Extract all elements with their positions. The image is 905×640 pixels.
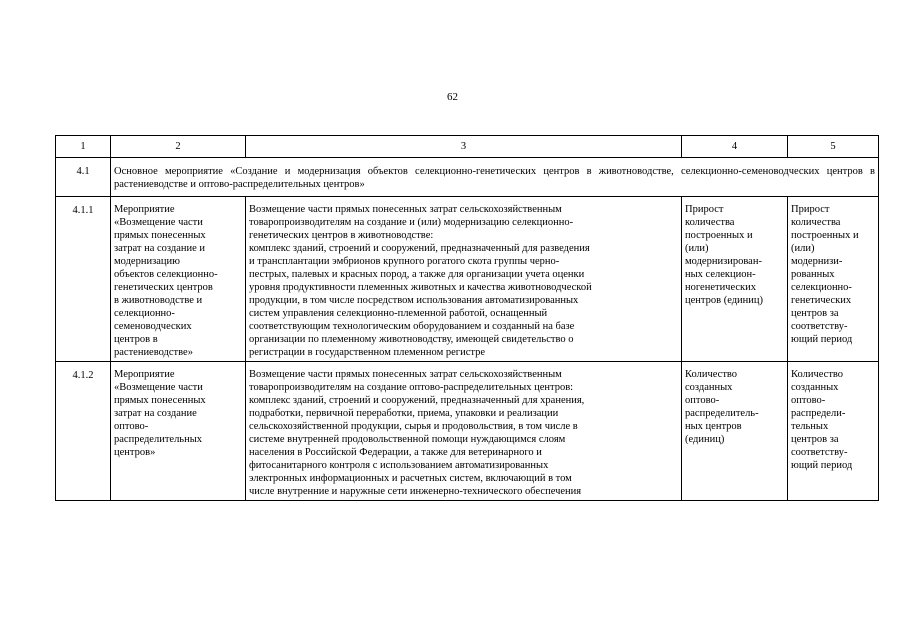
text-line: электронных информационных и расчетных систем, включающий в том bbox=[249, 473, 572, 484]
header-cell-5: 5 bbox=[788, 136, 879, 158]
row-number: 4.1.1 bbox=[56, 197, 111, 362]
header-cell-2: 2 bbox=[111, 136, 246, 158]
row-number: 4.1 bbox=[56, 158, 111, 197]
text-line: числе внутренние и наружные сети инженерно-технического обеспечения bbox=[249, 486, 582, 497]
header-cell-4: 4 bbox=[682, 136, 788, 158]
text-line: «Возмещение части bbox=[114, 217, 203, 228]
text-line: тельных bbox=[791, 421, 829, 432]
text-line: «Возмещение части bbox=[114, 382, 203, 393]
description-cell bbox=[246, 362, 682, 501]
text-line: центров за bbox=[791, 308, 839, 319]
text-line: распредели- bbox=[791, 408, 846, 419]
text-line: ющий период bbox=[791, 460, 853, 471]
text-line: созданных bbox=[791, 382, 839, 393]
text-line: населения в Российской Федерации, а также для ветеринарного и bbox=[249, 447, 542, 458]
text-line: генетических центров bbox=[114, 282, 213, 293]
result-cell bbox=[788, 197, 879, 362]
table-row-4-1-1 bbox=[56, 197, 879, 362]
text-line: объектов селекционно- bbox=[114, 269, 218, 280]
text-line: семеноводческих bbox=[114, 321, 192, 332]
header-cell-1: 1 bbox=[56, 136, 111, 158]
text-line: генетических центров в животноводстве: bbox=[249, 230, 434, 241]
text-line: центров» bbox=[114, 447, 156, 458]
text-line: уровня продуктивности племенных животных и качества животноводческой bbox=[249, 282, 592, 293]
text-line: (или) bbox=[791, 243, 815, 254]
text-line: сельскохозяйственной продукции, сырья и продовольствия, в том числе в bbox=[249, 421, 578, 432]
text-line: соответству- bbox=[791, 447, 848, 458]
text-line: соответствующим технологическим оборудованием и созданный на базе bbox=[249, 321, 575, 332]
text-line: центров за bbox=[791, 434, 839, 445]
text-line: и трансплантации эмбрионов крупного рогатого скота группы черно- bbox=[249, 256, 560, 267]
text-line: количества bbox=[685, 217, 735, 228]
header-cell-3: 3 bbox=[246, 136, 682, 158]
text-line: Количество bbox=[791, 369, 844, 380]
text-line: распределитель- bbox=[685, 408, 759, 419]
row-number: 4.1.2 bbox=[56, 362, 111, 501]
text-line: модернизирован- bbox=[685, 256, 762, 267]
text-line: построенных и bbox=[685, 230, 753, 241]
text-line: комплекс зданий, строений и сооружений, предназначенный для хранения, bbox=[249, 395, 585, 406]
text-line: Мероприятие bbox=[114, 369, 175, 380]
indicator-cell bbox=[682, 362, 788, 501]
text-line: центров (единиц) bbox=[685, 295, 764, 306]
text-line: оптово- bbox=[114, 421, 149, 432]
text-line: регистрации в государственном племенном регистре bbox=[249, 347, 485, 358]
text-line: прямых понесенных bbox=[114, 395, 206, 406]
text-line: затрат на создание и bbox=[114, 243, 206, 254]
text-line: Возмещение части прямых понесенных затрат сельскохозяйственным bbox=[249, 204, 562, 215]
text-line: созданных bbox=[685, 382, 733, 393]
measure-name-cell bbox=[111, 197, 246, 362]
text-line: подработки, первичной переработки, приема, упаковки и реализации bbox=[249, 408, 559, 419]
measures-table bbox=[55, 135, 879, 501]
text-line: ных селекцион- bbox=[685, 269, 756, 280]
main-measure-title: Основное мероприятие «Создание и модернизация объектов селекционно-генетических центров в животноводстве, селекционно-семеноводческих центров в растениеводстве и оптово-распределительных центров» bbox=[111, 158, 879, 197]
text-line: затрат на создание bbox=[114, 408, 197, 419]
text-line: оптово- bbox=[685, 395, 720, 406]
text-line: системе внутренней продовольственной помощи нуждающимся слоям bbox=[249, 434, 566, 445]
indicator-cell bbox=[682, 197, 788, 362]
text-line: ющий период bbox=[791, 334, 853, 345]
text-line: построенных и bbox=[791, 230, 859, 241]
text-line: модернизацию bbox=[114, 256, 180, 267]
text-line: продукции, в том числе посредством использования автоматизированных bbox=[249, 295, 579, 306]
text-line: селекционно- bbox=[114, 308, 175, 319]
text-line: (единиц) bbox=[685, 434, 725, 445]
text-line: распределительных bbox=[114, 434, 203, 445]
header-row bbox=[56, 136, 879, 158]
text-line: систем управления селекционно-племенной работой, оснащенный bbox=[249, 308, 548, 319]
text-line: количества bbox=[791, 217, 841, 228]
text-line: оптово- bbox=[791, 395, 826, 406]
text-line: Прирост bbox=[791, 204, 830, 215]
text-line: Возмещение части прямых понесенных затрат сельскохозяйственным bbox=[249, 369, 562, 380]
text-line: пестрых, палевых и красных пород, а также для организации учета оценки bbox=[249, 269, 585, 280]
text-line: комплекс зданий, строений и сооружений, предназначенный для разведения bbox=[249, 243, 590, 254]
text-line: соответству- bbox=[791, 321, 848, 332]
table-row-4-1-2 bbox=[56, 362, 879, 501]
text-line: организации по племенному животноводству, имеющей свидетельство о bbox=[249, 334, 574, 345]
text-line: селекционно- bbox=[791, 282, 852, 293]
text-line: модернизи- bbox=[791, 256, 843, 267]
text-line: товаропроизводителям на создание оптово-распределительных центров: bbox=[249, 382, 574, 393]
measure-name-cell bbox=[111, 362, 246, 501]
page-number: 62 bbox=[447, 91, 458, 103]
text-line: прямых понесенных bbox=[114, 230, 206, 241]
text-line: рованных bbox=[791, 269, 835, 280]
text-line: Количество bbox=[685, 369, 738, 380]
table-row-4-1 bbox=[56, 158, 879, 197]
text-line: ных центров bbox=[685, 421, 742, 432]
text-line: (или) bbox=[685, 243, 709, 254]
text-line: Мероприятие bbox=[114, 204, 175, 215]
text-line: центров в bbox=[114, 334, 158, 345]
result-cell bbox=[788, 362, 879, 501]
description-cell bbox=[246, 197, 682, 362]
text-line: товаропроизводителям на создание и (или) модернизацию селекционно- bbox=[249, 217, 574, 228]
text-line: фитосанитарного контроля с использованием автоматизированных bbox=[249, 460, 549, 471]
text-line: растениеводстве» bbox=[114, 347, 193, 358]
text-line: ногенетических bbox=[685, 282, 757, 293]
text-line: Прирост bbox=[685, 204, 724, 215]
text-line: генетических bbox=[791, 295, 852, 306]
text-line: в животноводстве и bbox=[114, 295, 203, 306]
